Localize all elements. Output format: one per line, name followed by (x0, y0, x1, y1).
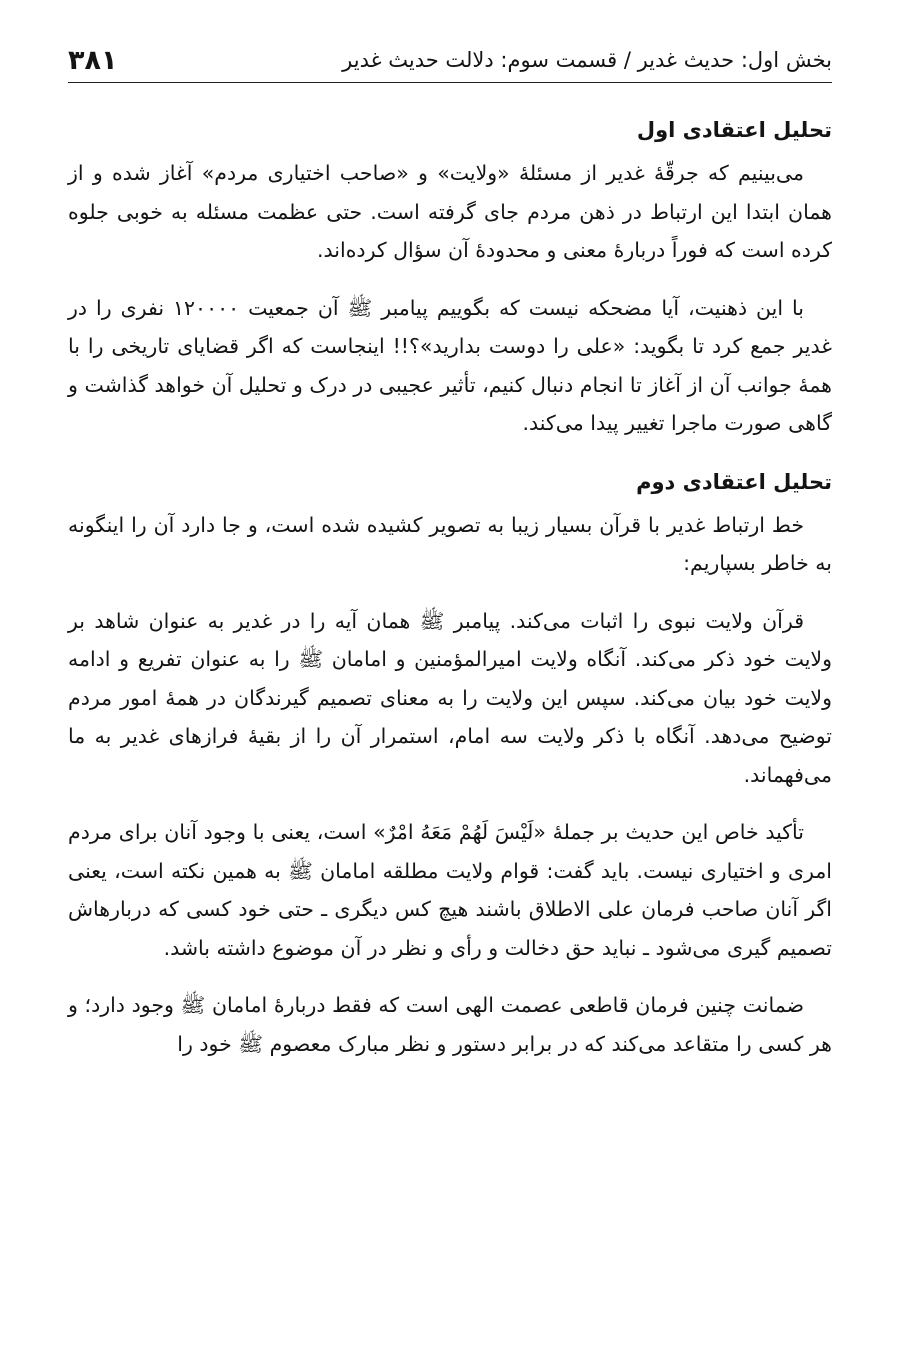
paragraph: قرآن ولایت نبوی را اثبات می‌کند. پیامبر ﷺ همان آیه را در غدیر به عنوان شاهد بر ولایت خود ذکر می‌کند. آنگاه ولایت امیرالمؤمنین و امامان ﷺ را به عنوان تفریع و ادامه ولایت خود بیان می‌کند. سپس این ولایت را به معنای تصمیم گیرندگان در همهٔ امور مردم توضیح می‌دهد. آنگاه با ذکر ولایت سه امام، استمرار آن را از بقیهٔ فرازهای غدیر به ما می‌فهماند. (68, 608, 832, 787)
section-heading-second: تحلیل اعتقادی دوم (636, 469, 832, 494)
page-number: ۳۸۱ (68, 44, 118, 76)
running-title: بخش اول: حدیث غدیر / قسمت سوم: دلالت حدیث غدیر (342, 48, 832, 72)
running-header (68, 38, 832, 83)
paragraph: با این ذهنیت، آیا مضحکه نیست که بگوییم پیامبر ﷺ آن جمعیت ۱۲۰۰۰۰ نفری را در غدیر جمع کرد تا بگوید: «علی را دوست بدارید»؟!! اینجاست که اگر قضایای تاریخی را با همهٔ جوانب آن از آغاز تا انجام دنبال کنیم، تأثیر عجیبی در درک و تحلیل آن خواهد گذاشت و گاهی صورت ماجرا تغییر پیدا می‌کند. (68, 295, 832, 435)
paragraph: ضمانت چنین فرمان قاطعی عصمت الهی است که فقط دربارهٔ امامان ﷺ وجود دارد؛ و هر کسی را متقاعد می‌کند که در برابر دستور و نظر مبارک معصوم ﷺ خود را (68, 993, 832, 1056)
paragraph: می‌بینیم که جرقّهٔ غدیر از مسئلهٔ «ولایت» و «صاحب اختیاری مردم» آغاز شده و از همان ابتدا این ارتباط در ذهن مردم جای گرفته است. حتی عظمت مسئله به خوبی جلوه کرده است که فوراً دربارهٔ معنی و محدودهٔ آن سؤال کرده‌اند. (68, 161, 832, 262)
paragraph: خط ارتباط غدیر با قرآن بسیار زیبا به تصویر کشیده شده است، و جا دارد آن را اینگونه به خاطر بسپاریم: (68, 512, 832, 575)
section-heading-first: تحلیل اعتقادی اول (636, 118, 832, 142)
paragraph: تأکید خاص این حدیث بر جملهٔ «لَیْسَ لَهُمْ مَعَهُ امْرٌ» است، یعنی با وجود آنان برای مردم امری و اختیاری نیست. باید گفت: قوام ولایت مطلقه امامان ﷺ به همین نکته است، یعنی اگر آنان صاحب فرمان علی الاطلاق باشند هیچ کس دیگری ـ حتی خود کسی که دربارهاش تصمیم گیری می‌شود ـ نباید حق دخالت و رأی و نظر در آن موضوع داشته باشد. (68, 820, 832, 960)
page-body (68, 110, 832, 1326)
